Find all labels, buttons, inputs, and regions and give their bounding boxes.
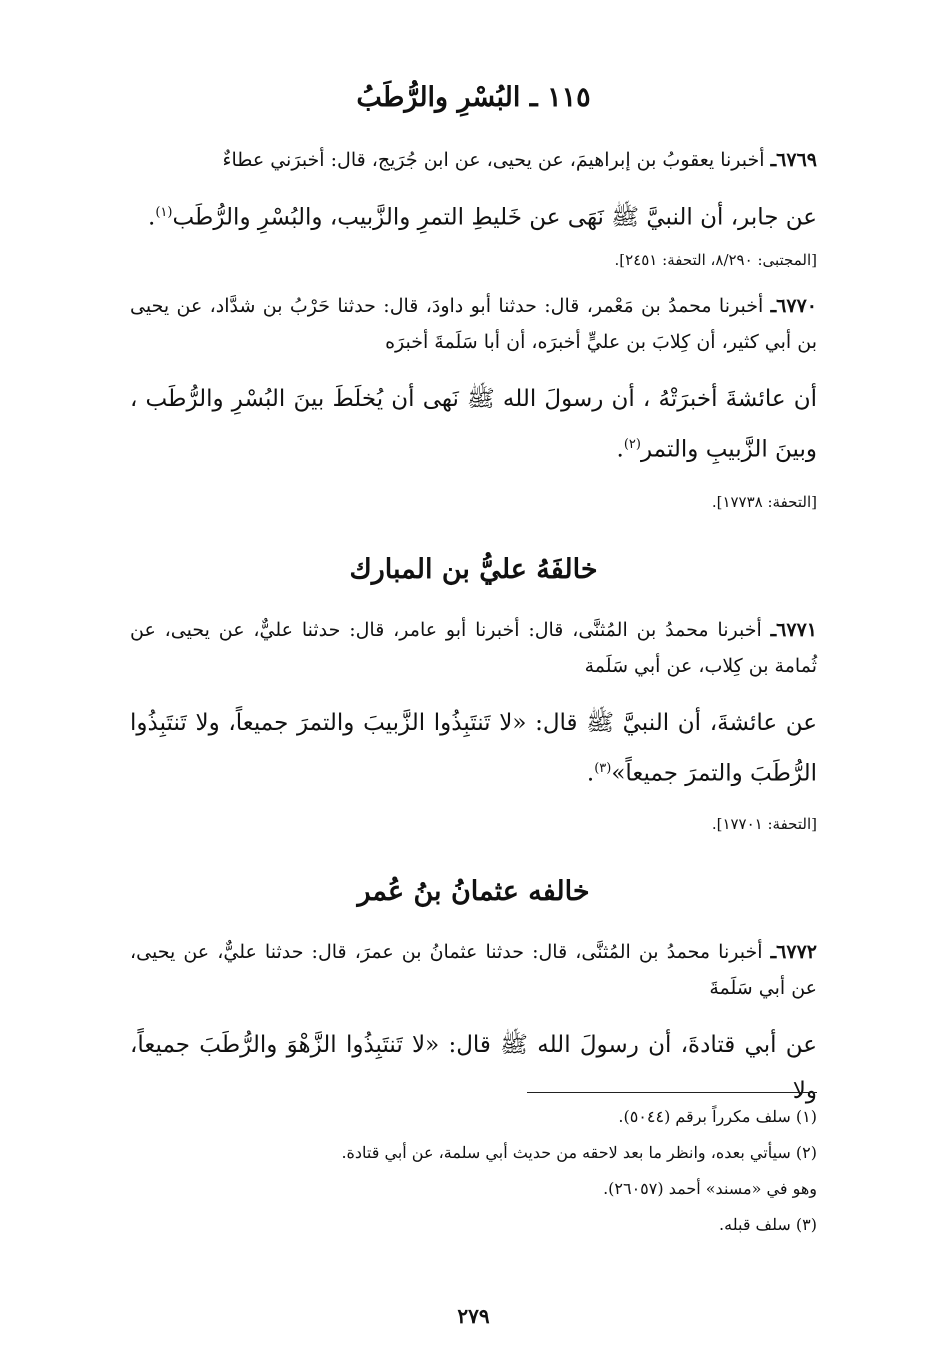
footnote-3: (٣) سلف قبله. xyxy=(719,1215,817,1234)
hadith-6771-reference: [التحفة: ١٧٧٠١]. xyxy=(711,815,817,833)
matn-text: عن جابر، أن النبيَّ ﷺ نَهَى عن خَليطِ التمرِ والزَّبيب، والبُسْرِ والرُّطَب xyxy=(172,204,817,231)
isnad-text: أخبرنا محمدُ بن المُثنَّى، قال: أخبرنا أبو عامر، قال: حدثنا عليٌّ، عن يحيى، عن ثُمامة بن كِلاب، عن أبي سَلَمة xyxy=(130,619,817,677)
footnote-marker: (١) xyxy=(155,205,173,220)
hadith-6769-isnad xyxy=(130,142,817,178)
matn-text: عن أبي قتادةَ، أن رسولَ الله ﷺ قال: «لا تَنتَبِذُوا الزَّهْوَ والرُّطَبَ جميعاً، ولا xyxy=(130,1032,817,1104)
hadith-6771-isnad xyxy=(130,612,817,684)
hadith-6771-matn: عن عائشةَ، أن النبيَّ ﷺ قال: «لا تَنتَبِذُوا الزَّبيبَ والتمرَ جميعاً، ولا تَنتَبِذُوا الرُّطَبَ والتمرَ جميعاً»$^{(٣)}$. xyxy=(130,710,817,787)
isnad-text: أخبرنا يعقوبُ بن إبراهيمَ، عن يحيى، عن ابن جُرَيج، قال: أخبرَني عطاءٌ xyxy=(222,149,771,171)
hadith-number: ٦٧٦٩ـ xyxy=(770,149,817,171)
page-number: ٢٧٩ xyxy=(457,1304,490,1328)
footnote-separator xyxy=(527,1092,817,1093)
hadith-6770-isnad xyxy=(130,288,817,360)
footnote-marker: (٢) xyxy=(623,437,641,452)
footnote-marker: (٣) xyxy=(594,761,612,776)
isnad-text: أخبرنا محمدُ بن مَعْمر، قال: حدثنا أبو داودَ، قال: حدثنا حَرْبُ بن شدَّاد، عن يحيى بن أبي كثير، أن كِلابَ بن عليٍّ أخبرَه، أن أبا سَلَمةَ أخبرَه xyxy=(130,295,817,353)
hadith-6772-matn xyxy=(130,1022,817,1114)
footnote-2-continued: وهو في «مسند» أحمد (٢٦٠٥٧). xyxy=(603,1179,817,1198)
hadith-6770-reference: [التحفة: ١٧٧٣٨]. xyxy=(711,493,817,511)
footnote-1: (١) سلف مكرراً برقم (٥٠٤٤). xyxy=(618,1107,817,1126)
hadith-number: ٦٧٧١ـ xyxy=(770,619,817,641)
isnad-text: أخبرنا محمدُ بن المُثنَّى، قال: حدثنا عثمانُ بن عمرَ، قال: حدثنا عليٌّ، عن يحيى، عن أبي سَلَمةَ xyxy=(130,941,817,999)
section-title: ١١٥ ـ البُسْرِ والرُّطَبُ xyxy=(356,82,591,113)
footnote-2: (٢) سيأتي بعده، وانظر ما بعد لاحقه من حديث أبي سلمة، عن أبي قتادة. xyxy=(341,1143,817,1162)
hadith-6770-matn: أن عائشةَ أخبرَتْهُ ، أن رسولَ الله ﷺ نَهى أن يُخلَطَ بينَ البُسْرِ والرُّطَب ، وبينَ الزَّبيبِ والتمر$^{(٢)}$. xyxy=(130,386,817,463)
hadith-6772-isnad xyxy=(130,934,817,1006)
matn-text: عن عائشةَ، أن النبيَّ ﷺ قال: «لا تَنتَبِذُوا الزَّبيبَ والتمرَ جميعاً، ولا تَنتَبِذُوا الرُّطَبَ والتمرَ جميعاً» xyxy=(130,710,817,787)
hadith-number: ٦٧٧٢ـ xyxy=(770,941,817,963)
hadith-number: ٦٧٧٠ـ xyxy=(770,295,817,317)
hadith-6769-matn: عن جابر، أن النبيَّ ﷺ نَهَى عن خَليطِ التمرِ والزَّبيب، والبُسْرِ والرُّطَب$^{(١)}$. xyxy=(148,204,817,231)
chapter-heading: خالفَهُ عليُّ بن المبارك xyxy=(349,554,598,585)
matn-text: أن عائشةَ أخبرَتْهُ ، أن رسولَ الله ﷺ نَهى أن يُخلَطَ بينَ البُسْرِ والرُّطَب ، وبينَ الزَّبيبِ والتمر xyxy=(130,386,817,463)
hadith-6769-reference: [المجتبى: ٨/٢٩٠، التحفة: ٢٤٥١]. xyxy=(614,251,817,269)
chapter-heading: خالفه عثمانُ بنُ عُمر xyxy=(357,876,590,907)
